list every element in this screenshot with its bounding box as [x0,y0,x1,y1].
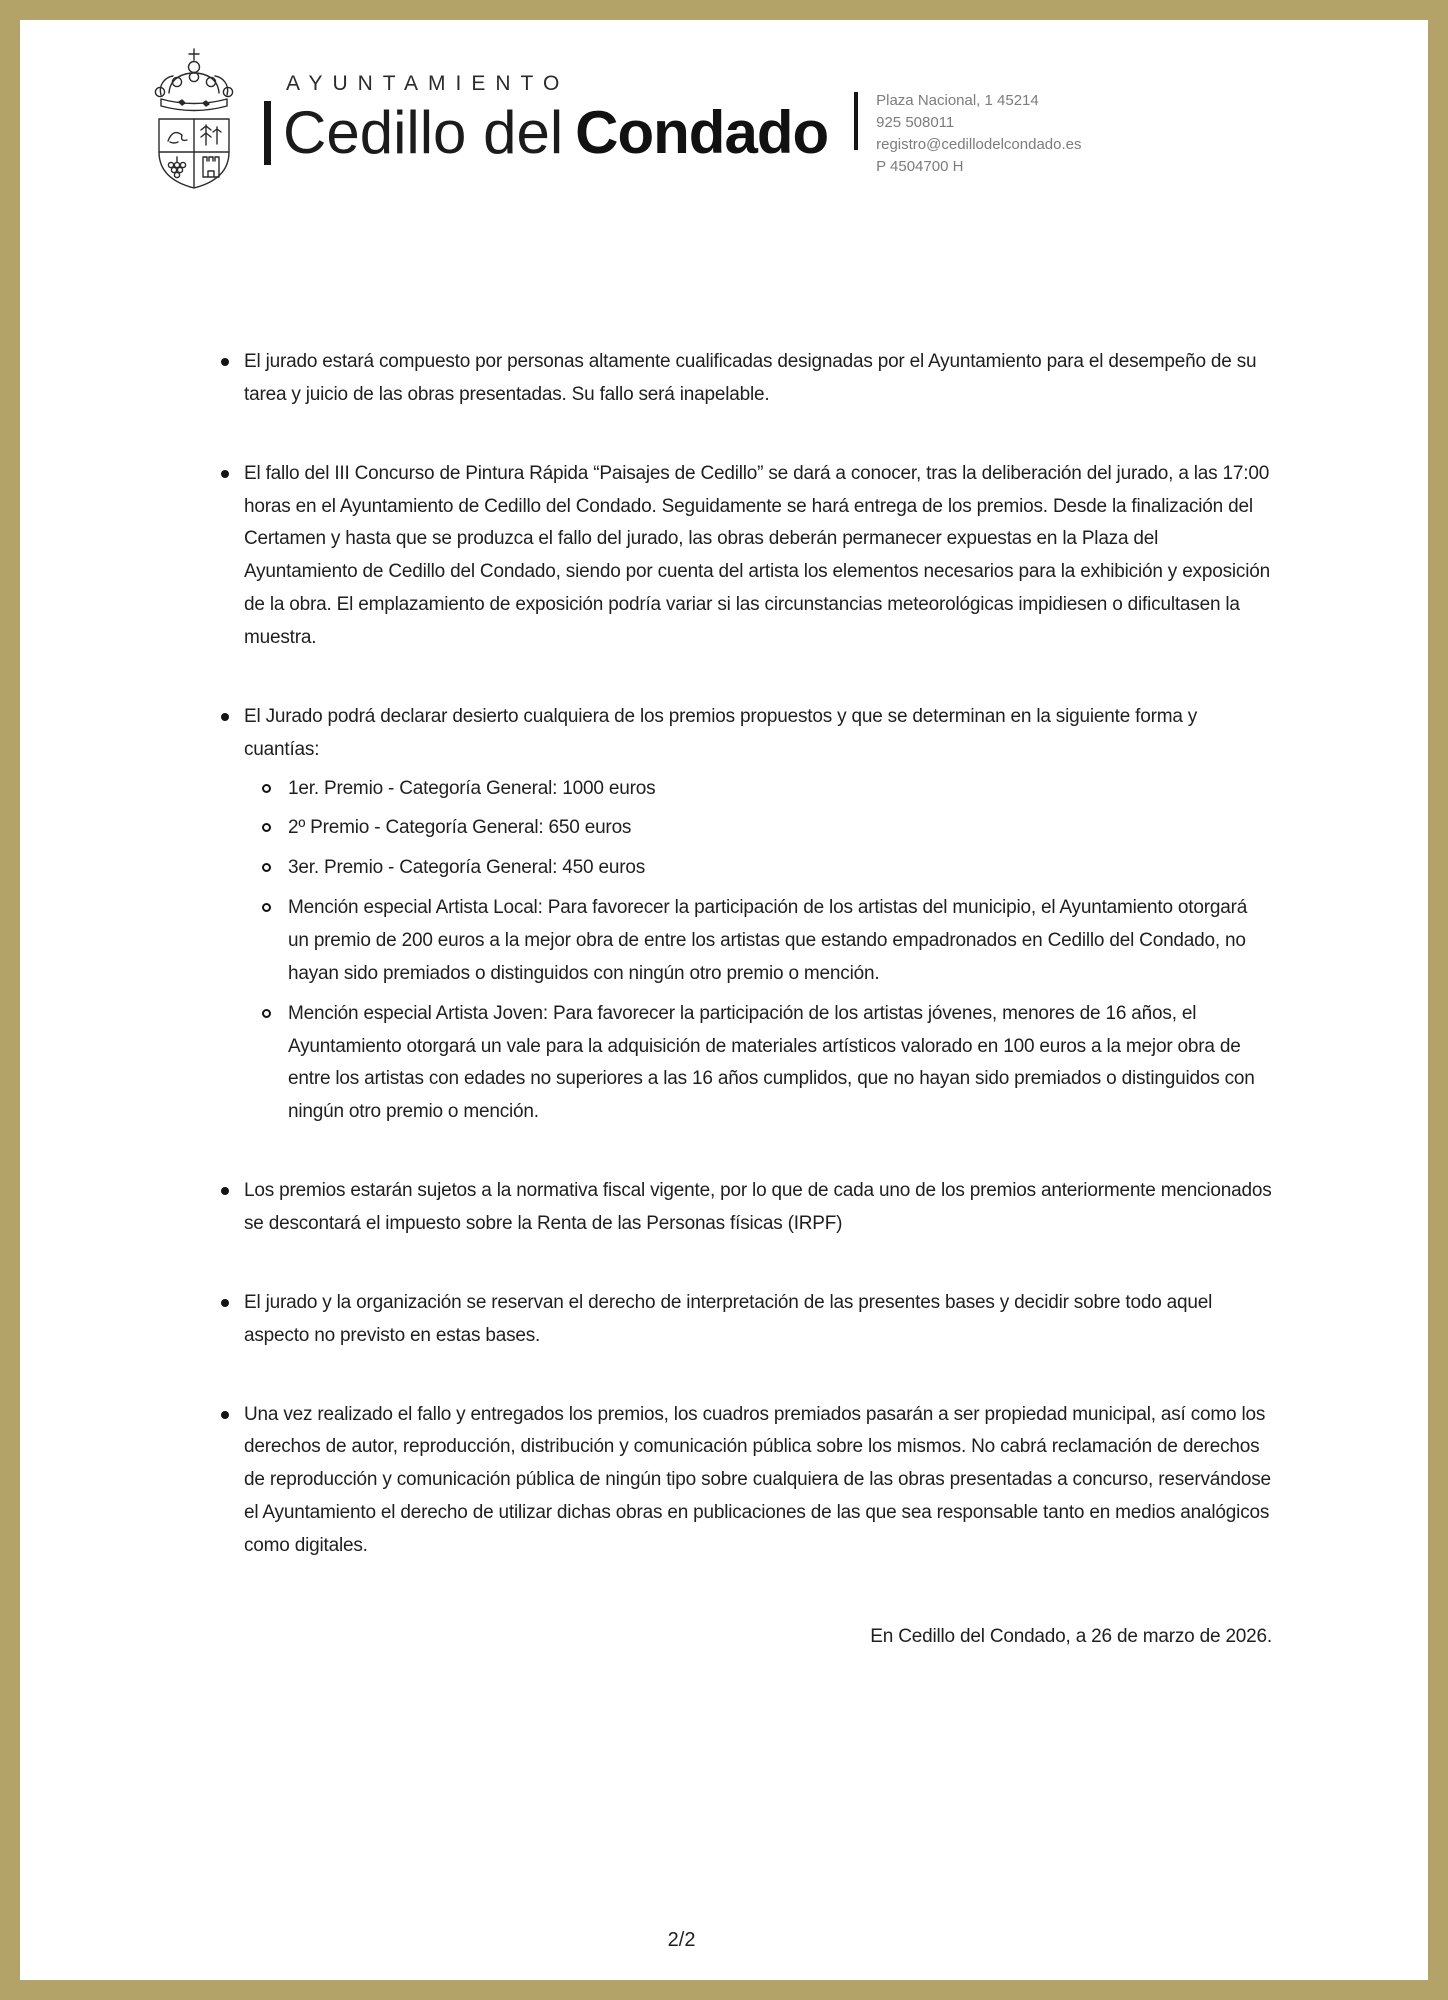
sub-bullet-icon [262,903,271,912]
sub-bullet-text: Mención especial Artista Local: Para favorecer la participación de los artistas del municipio, el Ayuntamiento otorgará un premio de 200 euros a la mejor obra de entre los artistas que estando empadronados en Cedillo del Condado, no hayan sido premiados o distinguidos con ningún otro premio o mención. [288,897,1248,984]
list-item [262,852,1272,885]
contact-registry: P 4504700 H [876,158,964,175]
bullet-text: El Jurado podrá declarar desierto cualquiera de los premios propuestos y que se determinan en la siguiente forma y cuantías: [244,705,1198,760]
bullet-text: El jurado estará compuesto por personas altamente cualificadas designadas por el Ayuntamiento para el desempeño de su tarea y juicio de las obras presentadas. Su fallo será inapelable. [244,351,1257,405]
contact-address: Plaza Nacional, 1 45214 [876,92,1039,109]
bullet-text: Una vez realizado el fallo y entregados los premios, los cuadros premiados pasarán a ser propiedad municipal, así como los derechos de autor, reproducción, distribución y comunicación pública sobre los mismos. No cabrá reclamación de derechos de reproducción y comunicación pública de ningún tipo sobre cualquiera de las obras presentadas a concurso, reservándose el Ayuntamiento el derecho de utilizar dichas obras en publicaciones de las que sea responsable tanto en medios analógicos como digitales. [244,1403,1271,1557]
sub-bullet-icon [262,1009,271,1018]
town-wordmark [264,98,828,167]
list-item [220,1287,1272,1353]
list-item [220,458,1272,655]
list-item [262,998,1272,1129]
list-item [262,892,1272,991]
town-name-bold: Condado [575,99,829,166]
bullet-text: El jurado y la organización se reservan el derecho de interpretación de las presentes bases y decidir sobre todo aquel aspecto no previsto en estas bases. [244,1291,1213,1346]
sub-bullet-icon [262,784,271,793]
list-item [220,701,1272,1129]
letterhead [138,46,1428,194]
sub-bullet-icon [262,823,271,832]
bullet-icon [221,1187,229,1195]
list-item [220,1399,1272,1563]
bullet-icon [221,470,229,478]
bullet-icon [221,358,229,366]
bullet-icon [221,1411,229,1419]
wordmark [264,46,828,167]
contact-phone: 925 508011 [876,114,955,131]
contact-email: registro@cedillodelcondado.es [876,136,1082,153]
bullet-icon [221,713,229,721]
bullet-list [220,346,1272,1563]
bullet-text: El fallo del III Concurso de Pintura Rápida “Paisajes de Cedillo” se dará a conocer, tras la deliberación del jurado, a las 17:00 horas en el Ayuntamiento de Cedillo del Condado. Seguidamente se hará entrega de los premios. Desde la finalización del Certamen y hasta que se produzca el fallo del jurado, las obras deberán permanecer expuestas en la Plaza del Ayuntamiento de Cedillo del Condado, siendo por cuenta del artista los elementos necesarios para la exhibición y exposición de la obra. El emplazamiento de exposición podría variar si las circunstancias meteorológicas impidiesen o dificultasen la muestra. [244,462,1270,649]
list-item [220,346,1272,412]
separator-bar-right [854,92,858,150]
list-item [220,1175,1272,1241]
sub-bullet-text: 3er. Premio - Categoría General: 450 euros [288,857,646,879]
org-label: AYUNTAMIENTO [286,72,570,95]
document-body [220,346,1272,1654]
coat-of-arms-icon [138,46,250,194]
list-item [262,812,1272,845]
town-name-light: Cedillo del [283,99,564,166]
bullet-text: Los premios estarán sujetos a la normativa fiscal vigente, por lo que de cada uno de los premios anteriormente mencionados se descontará el impuesto sobre la Renta de las Personas físicas (IRPF) [244,1180,1272,1235]
sub-bullet-text: Mención especial Artista Joven: Para favorecer la participación de los artistas jóvenes, menores de 16 años, el Ayuntamiento otorgará un vale para la adquisición de materiales artísticos valorado en 100 euros a la mejor obra de entre los artistas con edades no superiores a las 16 años cumplidos, que no hayan sido premiados o distinguidos con ningún otro premio o mención. [288,1002,1255,1123]
sub-bullet-icon [262,863,271,872]
bullet-icon [221,1299,229,1307]
sub-bullet-list [262,773,1272,1130]
page-number: 2/2 [667,1929,696,1951]
contact-block [876,90,1081,178]
sub-bullet-text: 2º Premio - Categoría General: 650 euros [288,817,632,839]
separator-bar-left [264,101,271,165]
sub-bullet-text: 1er. Premio - Categoría General: 1000 euros [288,777,656,799]
list-item [262,773,1272,806]
date-line: En Cedillo del Condado, a 26 de marzo de 2026. [870,1625,1272,1647]
